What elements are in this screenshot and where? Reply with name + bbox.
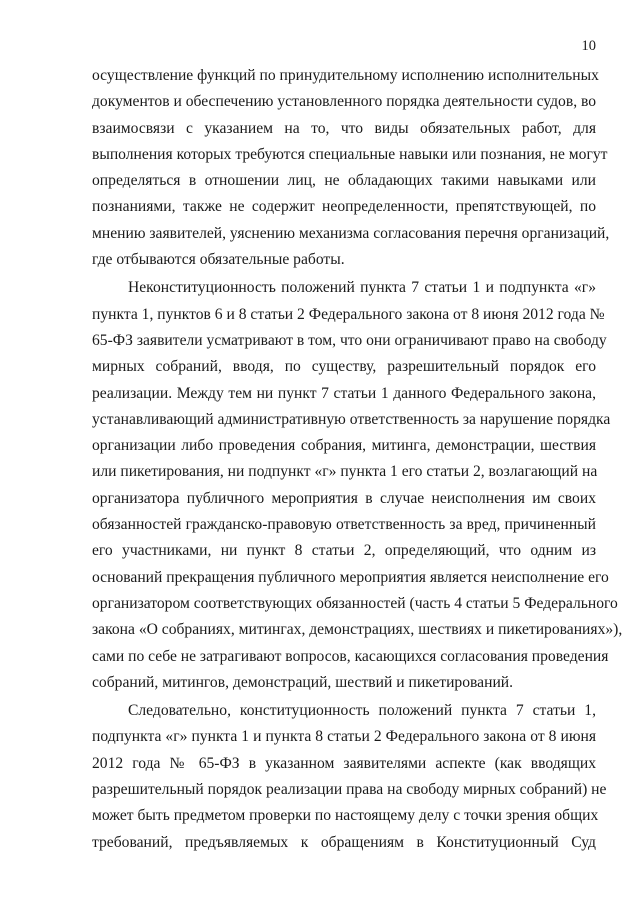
text-line: закона «О собраниях, митингах, демонстрациях, шествиях и пикетированиях»), <box>92 621 623 639</box>
text-line: может быть предметом проверки по настоящему делу с точки зрения общих <box>92 807 599 825</box>
text-line: пункта 1, пунктов 6 и 8 статьи 2 Федерального закона от 8 июня 2012 года № <box>92 305 605 323</box>
paragraph-3 <box>92 698 607 856</box>
text-line: осуществление функций по принудительному исполнению исполнительных <box>92 67 599 84</box>
paragraph-2 <box>92 275 623 696</box>
text-line: оснований прекращения публичного мероприятия является неисполнение его <box>92 568 609 586</box>
text-line: мнению заявителей, уяснению механизма согласования перечня организаций, <box>92 224 610 242</box>
text-line: подпункта «г» пункта 1 и пункта 8 статьи 2 Федерального закона от 8 июня <box>92 728 596 746</box>
text-line: организации либо проведения собрания, митинга, демонстрации, шествия <box>92 437 596 455</box>
text-line: обязанностей гражданско-правовую ответственность за вред, причиненный <box>92 516 596 534</box>
text-line: организатора публичного мероприятия в случае неисполнения им своих <box>92 489 596 507</box>
text-line: 2012 года № 65-ФЗ в указанном заявителями аспекте (как вводящих <box>92 754 596 772</box>
document-body <box>92 63 623 856</box>
text-line: взаимосвязи с указанием на то, что виды обязательных работ, для <box>92 119 596 137</box>
paragraph-1 <box>92 63 610 273</box>
text-line: сами по себе не затрагивают вопросов, касающихся согласования проведения <box>92 647 609 665</box>
text-line: требований, предъявляемых к обращениям в Конституционный Суд <box>92 833 596 851</box>
text-line: определяться в отношении лиц, не обладающих такими навыками или <box>92 172 596 190</box>
text-line: Следовательно, конституционность положений пункта 7 статьи 1, <box>128 702 596 720</box>
text-line: организатором соответствующих обязанностей (часть 4 статьи 5 Федерального <box>92 594 618 612</box>
text-line: устанавливающий административную ответственность за нарушение порядка <box>92 410 611 428</box>
text-line: познаниями, также не содержит неопределенности, препятствующей, по <box>92 198 596 216</box>
text-line: Неконституционность положений пункта 7 статьи 1 и подпункта «г» <box>128 279 596 297</box>
text-line: где отбываются обязательные работы. <box>92 251 345 269</box>
text-line: мирных собраний, вводя, по существу, разрешительный порядок его <box>92 358 596 376</box>
text-line: документов и обеспечению установленного порядка деятельности судов, во <box>92 93 597 111</box>
text-line: 65-ФЗ заявители усматривают в том, что они ограничивают право на свободу <box>92 331 607 349</box>
text-line: выполнения которых требуются специальные навыки или познания, не могут <box>92 145 608 163</box>
text-line: разрешительный порядок реализации права на свободу мирных собраний) не <box>92 781 607 799</box>
page-number: 10 <box>581 38 596 54</box>
text-line: или пикетирования, ни подпункт «г» пункта 1 его статьи 2, возлагающий на <box>92 463 598 481</box>
text-line: его участниками, ни пункт 8 статьи 2, определяющий, что одним из <box>92 542 596 560</box>
text-line: реализации. Между тем ни пункт 7 статьи 1 данного Федерального закона, <box>92 384 596 402</box>
text-line: собраний, митингов, демонстраций, шествий и пикетирований. <box>92 673 514 691</box>
